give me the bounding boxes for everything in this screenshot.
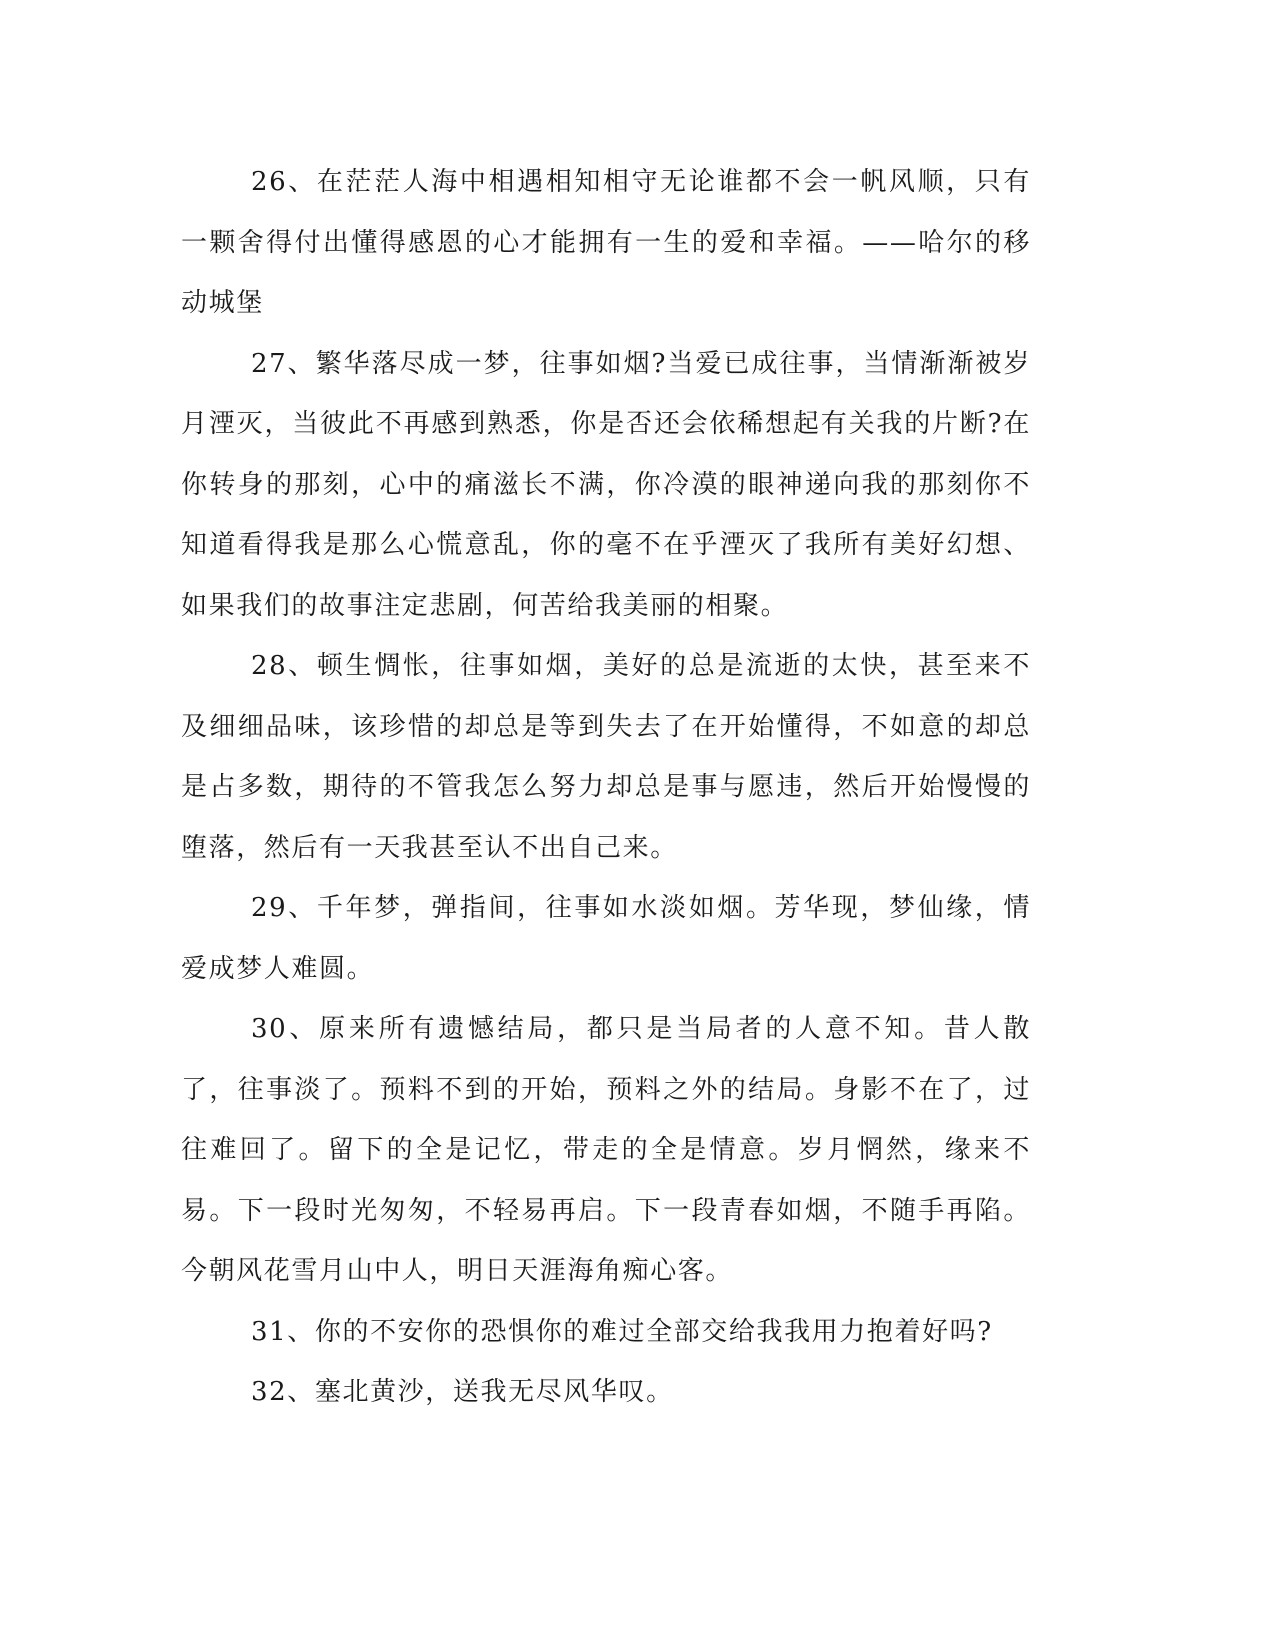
paragraph-30: 30、原来所有遗憾结局，都只是当局者的人意不知。昔人散了，往事淡了。预料不到的开始，预料之外的结局。身影不在了，过往难回了。留下的全是记忆，带走的全是情意。岁月惘然，缘来不易。下一段时光匆匆，不轻易再启。下一段青春如烟，不随手再陷。今朝风花雪月山中人，明日天涯海角痴心客。 (181, 1014, 1031, 1286)
paragraph-26: 26、在茫茫人海中相遇相知相守无论谁都不会一帆风顺，只有一颗舍得付出懂得感恩的心才能拥有一生的爱和幸福。——哈尔的移动城堡 (181, 167, 1031, 318)
paragraph-31: 31、你的不安你的恐惧你的难过全部交给我我用力抱着好吗? (251, 1316, 993, 1347)
paragraph-32: 32、塞北黄沙，送我无尽风华叹。 (251, 1377, 674, 1407)
paragraph-29: 29、千年梦，弹指间，往事如水淡如烟。芳华现，梦仙缘，情爱成梦人难圆。 (181, 893, 1031, 984)
document-body (181, 152, 1031, 1423)
paragraph-27: 27、繁华落尽成一梦，往事如烟?当爱已成往事，当情渐渐被岁月湮灭，当彼此不再感到熟悉，你是否还会依稀想起有关我的片断?在你转身的那刻，心中的痛滋长不满，你冷漠的眼神递向我的那刻你不知道看得我是那么心慌意乱，你的毫不在乎湮灭了我所有美好幻想、如果我们的故事注定悲剧，何苦给我美丽的相聚。 (181, 348, 1031, 621)
paragraph-28: 28、顿生惆怅，往事如烟，美好的总是流逝的太快，甚至来不及细细品味，该珍惜的却总是等到失去了在开始懂得，不如意的却总是占多数，期待的不管我怎么努力却总是事与愿违，然后开始慢慢的堕落，然后有一天我甚至认不出自己来。 (181, 651, 1031, 863)
